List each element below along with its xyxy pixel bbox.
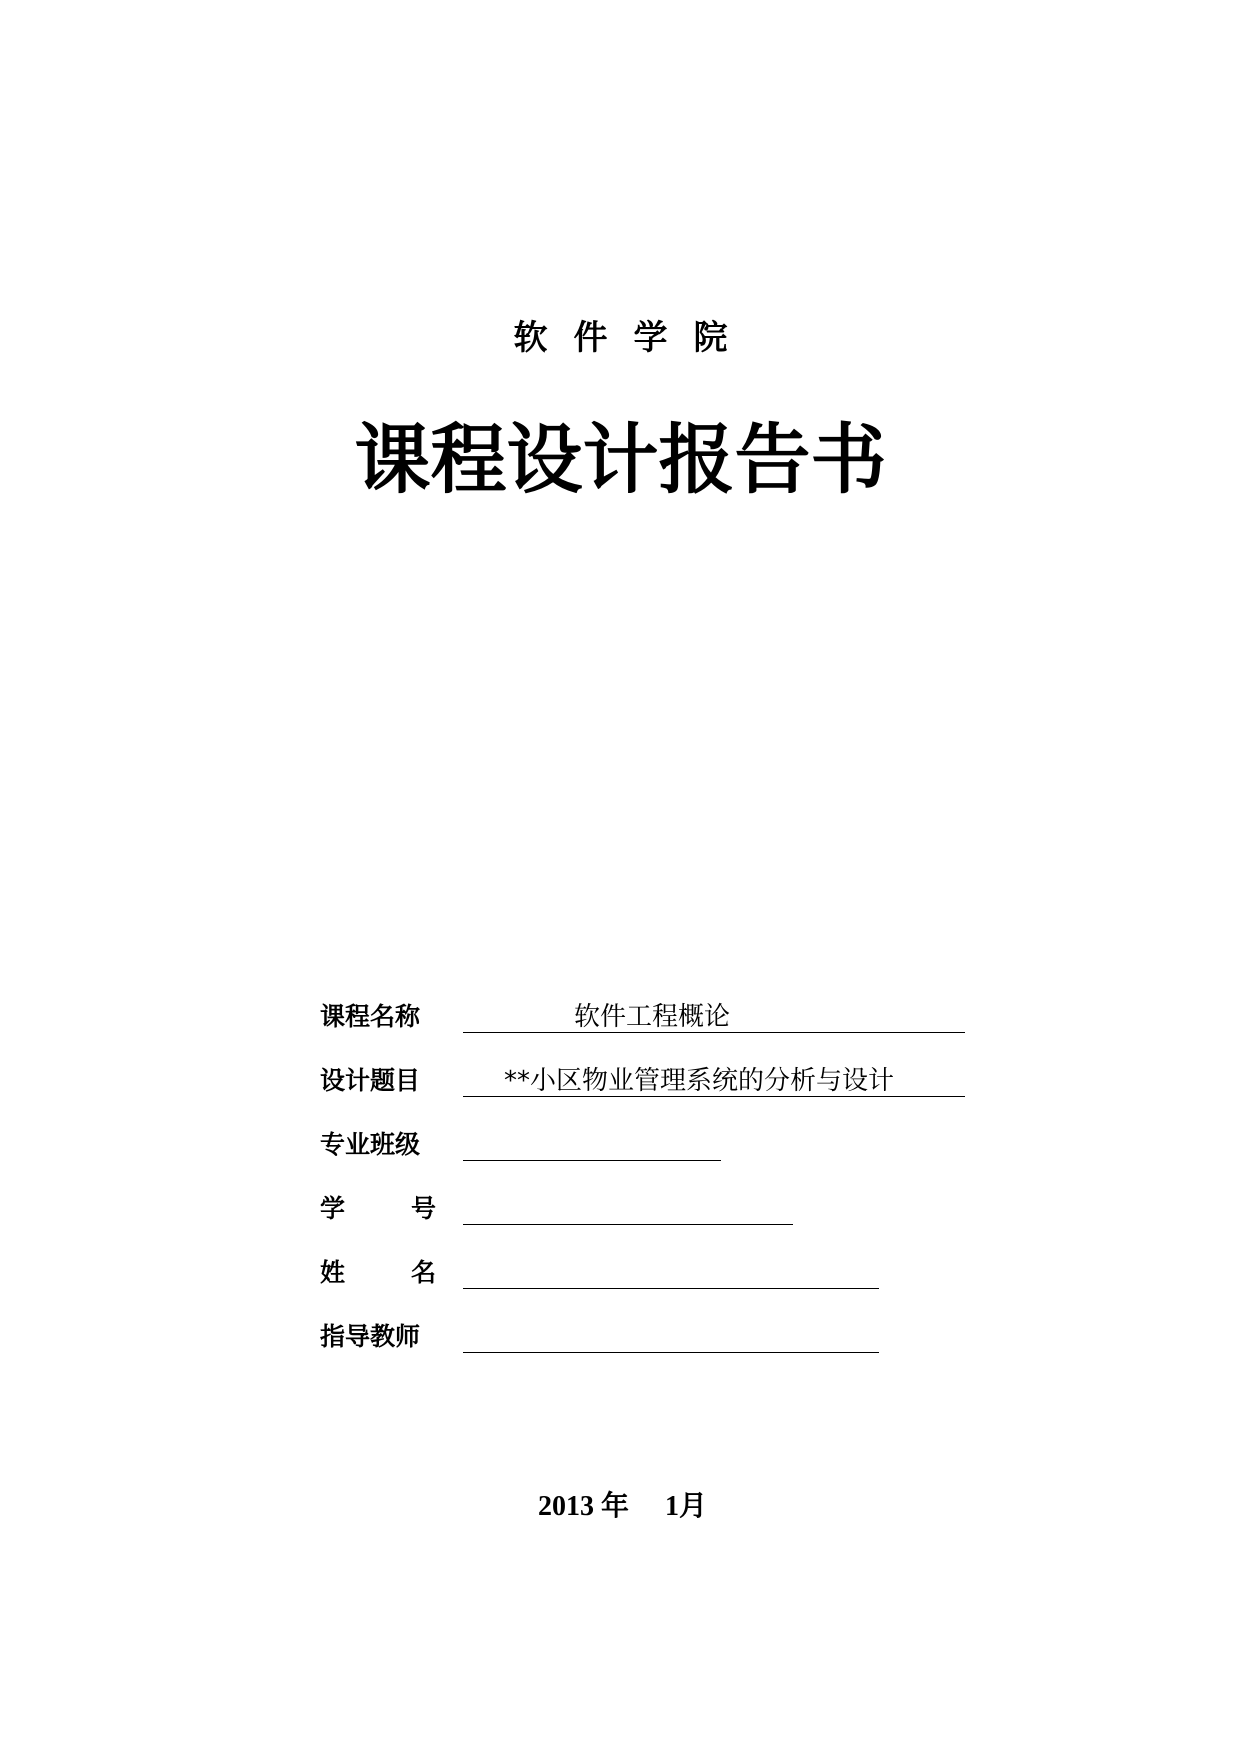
report-date	[0, 1488, 1241, 1525]
date-year-unit: 年	[600, 1489, 629, 1522]
advisor-label: 指导教师	[320, 1322, 421, 1351]
document-title: 课程设计报告书	[354, 415, 887, 504]
name-label	[320, 1256, 436, 1290]
design-topic-value: **小区物业管理系统的分析与设计	[504, 1066, 895, 1096]
date-month: 1	[665, 1491, 679, 1522]
name-label-second: 名	[410, 1258, 436, 1287]
course-name-label: 课程名称	[320, 1002, 421, 1031]
advisor-underline	[463, 1352, 879, 1353]
major-class-underline	[463, 1160, 721, 1161]
school-name: 软件学院	[513, 318, 754, 358]
design-topic-label: 设计题目	[320, 1066, 421, 1095]
student-id-label-second: 号	[410, 1194, 436, 1223]
course-name-value: 软件工程概论	[574, 1002, 731, 1032]
major-class-label: 专业班级	[320, 1130, 421, 1159]
student-id-label	[320, 1192, 436, 1226]
name-label-first: 姓	[320, 1258, 346, 1287]
student-id-label-first: 学	[320, 1194, 346, 1223]
date-year: 2013	[537, 1491, 594, 1522]
date-month-unit: 月	[679, 1489, 708, 1522]
name-underline	[463, 1288, 879, 1289]
student-id-underline	[463, 1224, 793, 1225]
